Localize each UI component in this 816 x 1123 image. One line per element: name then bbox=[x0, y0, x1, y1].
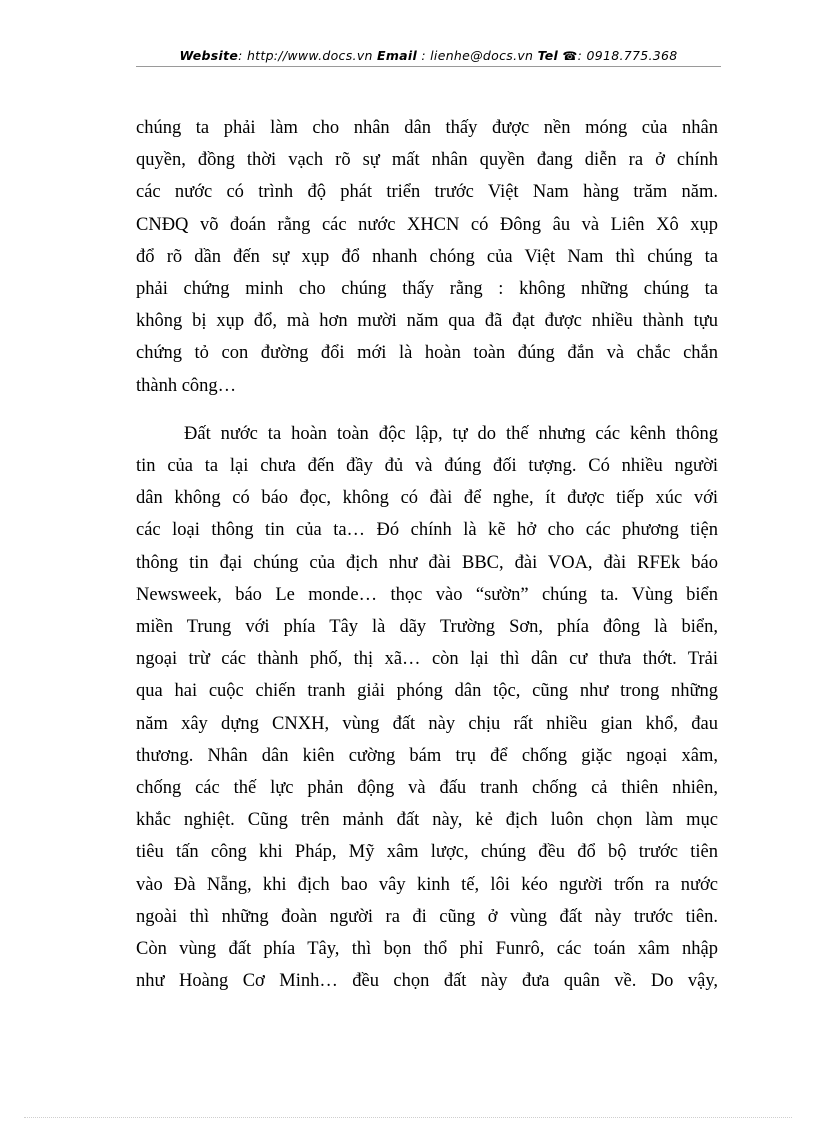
document-body bbox=[136, 112, 718, 997]
text-line: ngoại trừ các thành phố, thị xã… còn lại thì dân cư thưa thớt. Trải bbox=[136, 649, 718, 670]
text-line: tin của ta lại chưa đến đầy đủ và đúng đối tượng. Có nhiều người bbox=[136, 456, 718, 477]
text-line: quyền, đồng thời vạch rõ sự mất nhân quyền đang diễn ra ở chính bbox=[136, 150, 718, 171]
text-line: tiêu tấn công khi Pháp, Mỹ xâm lược, chúng đều đổ bộ trước tiên bbox=[136, 842, 718, 863]
text-line: thành công… bbox=[136, 375, 237, 396]
footer-divider bbox=[24, 1117, 792, 1118]
text-line: chứng tỏ con đường đổi mới là hoàn toàn đúng đắn và chắc chắn bbox=[136, 343, 718, 364]
header-divider bbox=[136, 66, 721, 67]
text-line: thông tin đại chúng của địch như đài BBC, đài VOA, đài RFEk báo bbox=[136, 552, 718, 573]
text-line: thương. Nhân dân kiên cường bám trụ để chống giặc ngoại xâm, bbox=[136, 745, 718, 766]
paragraph-spacer bbox=[136, 402, 718, 418]
text-line: vào Đà Nẵng, khi địch bao vây kinh tế, lôi kéo người trốn ra nước bbox=[136, 874, 718, 895]
text-line: năm xây dựng CNXH, vùng đất này chịu rất nhiều gian khổ, đau bbox=[136, 713, 718, 734]
text-line: qua hai cuộc chiến tranh giải phóng dân tộc, cũng như trong những bbox=[136, 681, 718, 702]
text-line: các loại thông tin của ta… Đó chính là kẽ hở cho các phương tiện bbox=[136, 520, 718, 541]
text-line: khắc nghiệt. Cũng trên mảnh đất này, kẻ địch luôn chọn làm mục bbox=[136, 810, 718, 831]
text-line: chúng ta phải làm cho nhân dân thấy được nền móng của nhân bbox=[136, 118, 718, 138]
paragraph-2 bbox=[136, 418, 718, 998]
text-line: phải chứng minh cho chúng thấy rằng : không những chúng ta bbox=[136, 279, 718, 300]
text-line: như Hoàng Cơ Minh… đều chọn đất này đưa quân về. Do vậy, bbox=[136, 971, 718, 992]
phone-icon: ☎ bbox=[562, 49, 578, 63]
text-line: Còn vùng đất phía Tây, thì bọn thổ phỉ Funrô, các toán xâm nhập bbox=[136, 939, 718, 960]
text-line: CNĐQ võ đoán rằng các nước XHCN có Đông âu và Liên Xô xụp bbox=[136, 214, 718, 235]
text-line: miền Trung với phía Tây là dãy Trường Sơn, phía đông là biển, bbox=[136, 617, 718, 638]
text-line: ngoài thì những đoàn người ra đi cũng ở vùng đất này trước tiên. bbox=[136, 906, 718, 927]
text-line: chống các thế lực phản động và đấu tranh chống cả thiên nhiên, bbox=[136, 778, 718, 799]
tel-label: Tel bbox=[537, 48, 559, 63]
website-value[interactable]: : http://www.docs.vn bbox=[238, 48, 378, 63]
paragraph-1 bbox=[136, 112, 718, 402]
text-line: các nước có trình độ phát triển trước Việt Nam hàng trăm năm. bbox=[136, 182, 718, 203]
text-line: Newsweek, báo Le monde… thọc vào “sườn” chúng ta. Vùng biển bbox=[136, 584, 718, 605]
text-line: dân không có báo đọc, không có đài để nghe, ít được tiếp xúc với bbox=[136, 488, 718, 509]
text-line: Đất nước ta hoàn toàn độc lập, tự do thế nhưng các kênh thông bbox=[184, 423, 718, 444]
tel-value: : 0918.775.368 bbox=[577, 48, 678, 63]
email-label: Email bbox=[377, 48, 418, 63]
text-line: đổ rõ dần đến sự xụp đổ nhanh chóng của Việt Nam thì chúng ta bbox=[136, 246, 718, 267]
email-value[interactable]: : lienhe@docs.vn bbox=[417, 48, 538, 63]
website-label: Website bbox=[179, 48, 239, 63]
text-line: không bị xụp đổ, mà hơn mười năm qua đã đạt được nhiều thành tựu bbox=[136, 311, 718, 332]
page-header bbox=[136, 46, 721, 66]
